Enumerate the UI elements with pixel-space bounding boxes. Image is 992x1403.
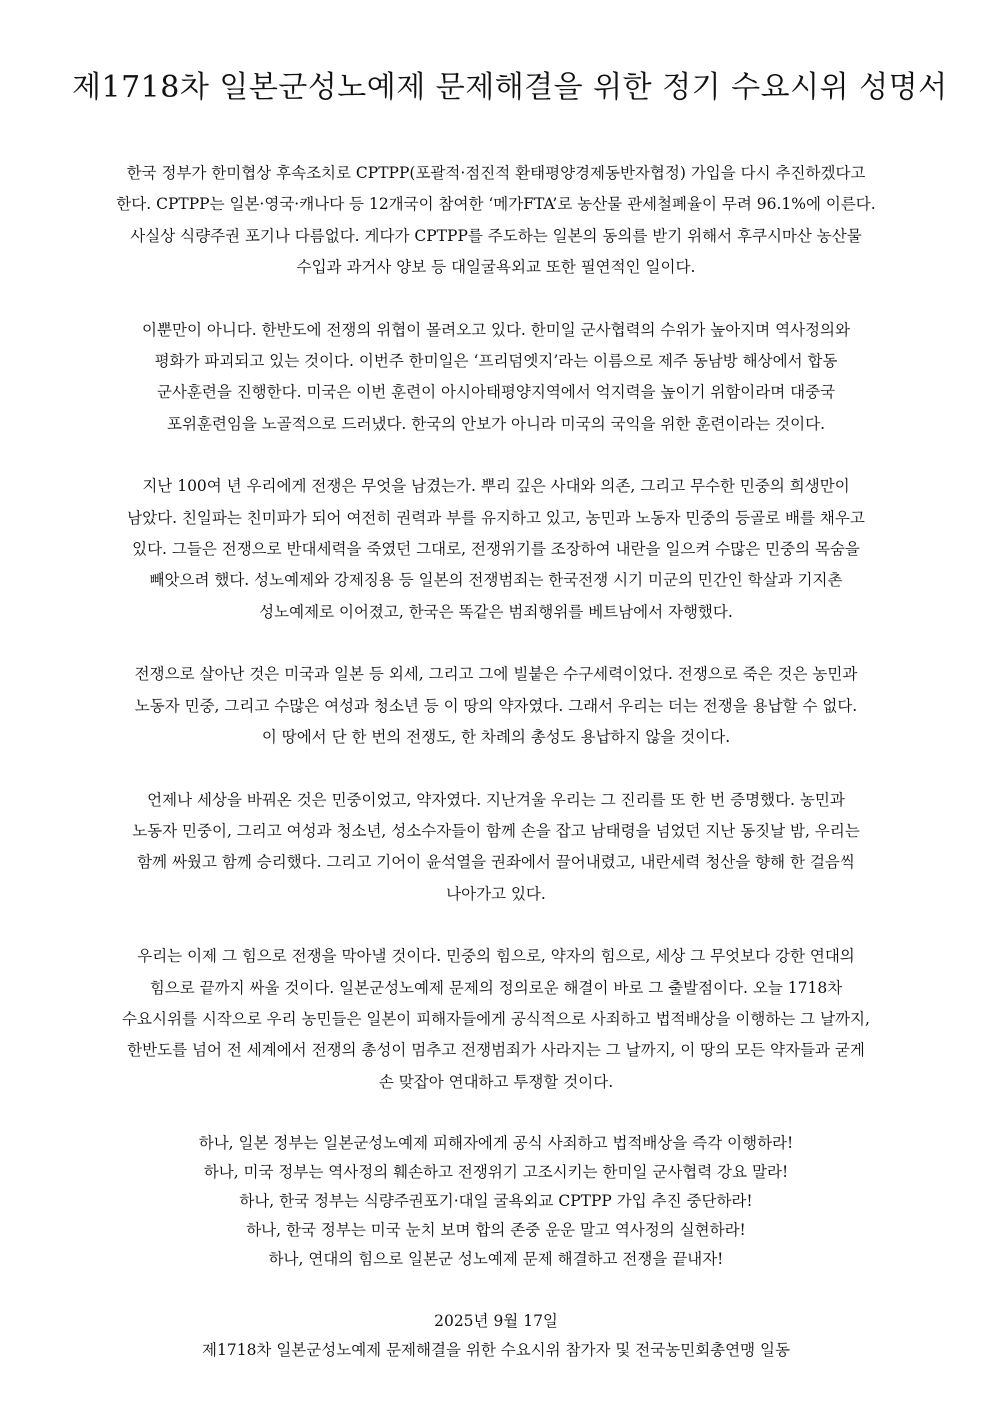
paragraph-line: 우리는 이제 그 힘으로 전쟁을 막아낼 것이다. 민중의 힘으로, 약자의 힘으로, 세상 그 무엇보다 강한 연대의 [137,947,855,966]
paragraph-line: 함께 싸웠고 함께 승리했다. 그리고 기어이 윤석열을 권좌에서 끌어내렸고, 내란세력 청산을 향해 한 걸음씩 [137,853,855,872]
paragraph-line: 빼앗으려 했다. 성노예제와 강제징용 등 일본의 전쟁범죄는 한국전쟁 시기 미군의 민간인 학살과 기지촌 [149,571,843,590]
paragraph-line: 노동자 민중, 그리고 수많은 여성과 청소년 등 이 땅의 약자였다. 그래서 우리는 더는 전쟁을 용납할 수 없다. [134,696,858,715]
paragraph-line: 언제나 세상을 바꿔온 것은 민중이었고, 약자였다. 지난겨울 우리는 그 진리를 또 한 번 증명했다. 농민과 [147,790,845,809]
paragraph-line: 이뿐만이 아니다. 한반도에 전쟁의 위협이 몰려오고 있다. 한미일 군사협력의 수위가 높아지며 역사정의와 [142,320,850,339]
resolution-item: 하나, 연대의 힘으로 일본군 성노예제 문제 해결하고 전쟁을 끝내자! [268,1250,724,1269]
paragraph-line: 힘으로 끝까지 싸울 것이다. 일본군성노예제 문제의 정의로운 해결이 바로 그 출발점이다. 오늘 1718차 [149,978,843,997]
paragraph-line: 있다. 그들은 전쟁으로 반대세력을 죽였던 그대로, 전쟁위기를 조장하여 내란을 일으켜 수많은 민중의 목숨을 [132,540,860,559]
paragraph-line: 사실상 식량주권 포기나 다름없다. 게다가 CPTPP를 주도하는 일본의 동의를 받기 위해서 후쿠시마산 농산물 [130,226,862,245]
paragraph-line: 수요시위를 시작으로 우리 농민들은 일본이 피해자들에게 공식적으로 사죄하고 법적배상을 이행하는 그 날까지, [122,1009,870,1028]
paragraph-line: 한반도를 넘어 전 세계에서 전쟁의 총성이 멈추고 전쟁범죄가 사라지는 그 날까지, 이 땅의 모든 약자들과 굳게 [127,1041,865,1060]
paragraph-people-power [72,785,920,911]
paragraph-war-victims [72,659,920,753]
resolution-list [72,1129,920,1274]
paragraph-war-history [72,471,920,628]
signature-block [72,1307,920,1365]
resolution-item: 하나, 일본 정부는 일본군성노예제 피해자에게 공식 사죄하고 법적배상을 즉각 이행하라! [198,1134,794,1153]
resolution-item: 하나, 한국 정부는 미국 눈치 보며 합의 존중 운운 말고 역사정의 실현하라! [246,1221,746,1240]
paragraph-line: 수입과 과거사 양보 등 대일굴욕외교 또한 필연적인 일이다. [296,258,696,277]
paragraph-line: 이 땅에서 단 한 번의 전쟁도, 한 차례의 총성도 용납하지 않을 것이다. [261,728,731,747]
paragraph-line: 성노예제로 이어졌고, 한국은 똑같은 범죄행위를 베트남에서 자행했다. [259,602,733,621]
paragraph-line: 한국 정부가 한미협상 후속조치로 CPTPP(포괄적·점진적 환태평양경제동반자협정) 가입을 다시 추진하겠다고 [126,164,866,182]
paragraph-line: 손 맞잡아 연대하고 투쟁할 것이다. [378,1072,614,1091]
signatories: 제1718차 일본군성노예제 문제해결을 위한 수요시위 참가자 및 전국농민회총연맹 일동 [202,1341,790,1360]
paragraph-line: 지난 100여 년 우리에게 전쟁은 무엇을 남겼는가. 뿌리 깊은 사대와 의존, 그리고 무수한 민중의 희생만이 [142,477,850,496]
paragraph-line: 평화가 파괴되고 있는 것이다. 이번주 한미일은 ‘프리덤엣지’라는 이름으로 제주 동남방 해상에서 합동 [154,352,838,371]
paragraph-line: 나아가고 있다. [446,884,546,903]
paragraph-line: 한다. CPTPP는 일본·영국·캐나다 등 12개국이 참여한 ‘메가FTA’로 농산물 관세철폐율이 무려 96.1%에 이른다. [116,195,876,214]
paragraph-line: 포위훈련임을 노골적으로 드러냈다. 한국의 안보가 아니라 미국의 국익을 위한 훈련이라는 것이다. [166,414,826,433]
paragraph-solidarity [72,941,920,1098]
paragraph-line: 남았다. 친일파는 친미파가 되어 여전히 권력과 부를 유지하고 있고, 농민과 노동자 민중의 등골로 배를 채우고 [127,508,865,527]
paragraph-line: 노동자 민중이, 그리고 여성과 청소년, 성소수자들이 함께 손을 잡고 남태령을 넘었던 지난 동짓날 밤, 우리는 [132,821,860,840]
statement-date: 2025년 9월 17일 [434,1312,558,1331]
paragraph-line: 전쟁으로 살아난 것은 미국과 일본 등 외세, 그리고 그에 빌붙은 수구세력이었다. 전쟁으로 죽은 것은 농민과 [134,665,858,684]
resolution-item: 하나, 한국 정부는 식량주권포기·대일 굴욕외교 CPTPP 가입 추진 중단하라! [239,1192,753,1211]
paragraph-military-drill [72,315,920,441]
document-title: 제1718차 일본군성노예제 문제해결을 위한 정기 수요시위 성명서 [72,70,948,105]
resolution-item: 하나, 미국 정부는 역사정의 훼손하고 전쟁위기 고조시키는 한미일 군사협력 강요 말라! [203,1163,789,1182]
paragraph-cptpp [72,158,920,284]
paragraph-line: 군사훈련을 진행한다. 미국은 이번 훈련이 아시아태평양지역에서 억지력을 높이기 위함이라며 대중국 [156,383,836,402]
